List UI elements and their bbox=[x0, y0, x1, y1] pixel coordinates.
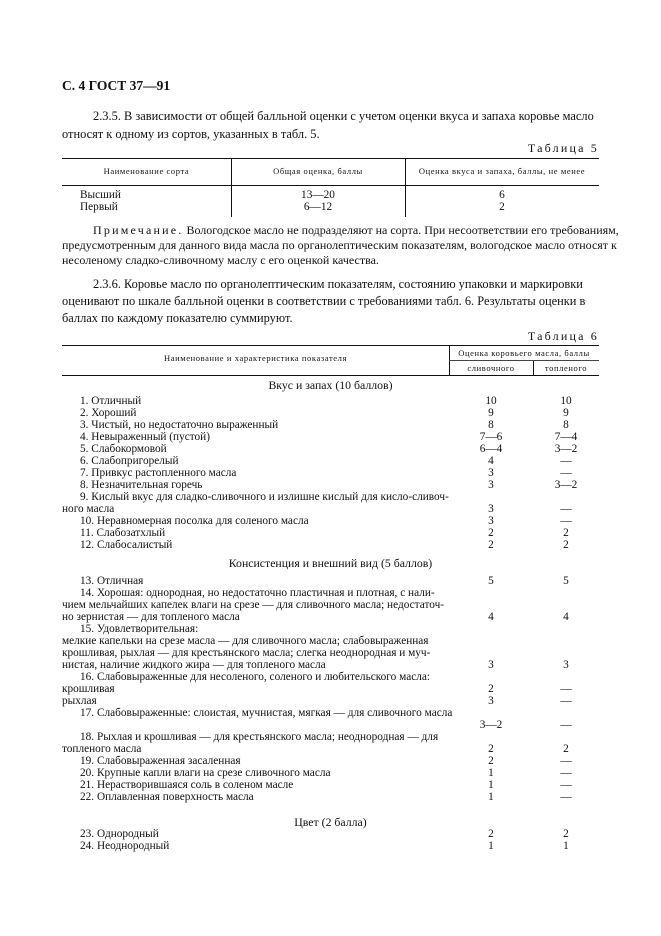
table6-row-cream-score: 9 bbox=[488, 407, 494, 419]
table6-row-melted-score: — bbox=[560, 503, 572, 515]
table6-row-melted-score: — bbox=[560, 467, 572, 479]
table5-row-taste: 6 bbox=[499, 189, 505, 201]
table6-row-cream-score: 2 bbox=[488, 683, 494, 695]
table5-header-total: Общая оценка, баллы bbox=[273, 166, 363, 176]
table6-row-melted-score: — bbox=[560, 455, 572, 467]
table6-row-label: 4. Невыраженный (пустой) bbox=[80, 431, 210, 443]
table6-row-cream-score: 3 bbox=[488, 695, 494, 707]
table6-row-label: 15. Удовлетворительная: bbox=[80, 623, 199, 635]
table6-row-melted-score: 8 bbox=[563, 419, 569, 431]
table6-row-melted-score: — bbox=[560, 695, 572, 707]
table6-row-melted-score: 3—2 bbox=[554, 479, 578, 491]
table6-row-melted-score: — bbox=[560, 791, 572, 803]
note-line3: несоленому сладко-сливочному маслу с его оценкой качества. bbox=[62, 253, 379, 267]
table6-row-cream-score: 3 bbox=[488, 503, 494, 515]
table6-row-label: 6. Слабопригорелый bbox=[80, 455, 179, 467]
table5-row-total: 6—12 bbox=[303, 201, 333, 213]
table6-subheader-rule bbox=[449, 360, 599, 361]
table5-header-name: Наименование сорта bbox=[103, 166, 190, 176]
table6-row-cream-score: 4 bbox=[488, 611, 494, 623]
table6-row-cream-score: 2 bbox=[488, 539, 494, 551]
table6-row-melted-score: — bbox=[560, 515, 572, 527]
table6-row-label: 3. Чистый, но недостаточно выраженный bbox=[80, 419, 279, 431]
table6-row-melted-score: 2 bbox=[563, 539, 569, 551]
table6-row-label: рыхлая bbox=[62, 695, 97, 707]
para-2-3-5-line2: относят к одному из сортов, указанных в табл. 5. bbox=[62, 127, 320, 141]
table6-row-label: 17. Слабовыраженные: слоистая, мучнистая, мягкая — для сливочного масла bbox=[80, 707, 453, 719]
table6-row-label: 24. Неоднородный bbox=[80, 840, 170, 852]
table6-section-title: Консистенция и внешний вид (5 баллов) bbox=[228, 556, 433, 570]
table6-header-score: Оценка коровьего масла, баллы bbox=[458, 348, 590, 358]
table5-header-taste: Оценка вкуса и запаха, баллы, не менее bbox=[418, 166, 586, 176]
table6-row-label: 20. Крупные капли влаги на срезе сливочного масла bbox=[80, 767, 331, 779]
table6-row-label: 7. Привкус растопленного масла bbox=[80, 467, 237, 479]
table5-header-rule bbox=[62, 185, 599, 186]
table6-row-label: 21. Нерастворившаяся соль в соленом масле bbox=[80, 779, 294, 791]
table6-section-title: Вкус и запах (10 баллов) bbox=[268, 378, 393, 392]
table5-row-name: Первый bbox=[80, 201, 118, 213]
table5-row-taste: 2 bbox=[499, 201, 505, 213]
table6-row-cream-score: 1 bbox=[488, 779, 494, 791]
table6-row-melted-score: 4 bbox=[563, 611, 569, 623]
table6-row-label: 11. Слабозатхлый bbox=[80, 527, 166, 539]
table6-caption: Таблица 6 bbox=[527, 329, 599, 343]
table6-header-name: Наименование и характеристика показателя bbox=[163, 353, 348, 363]
table6-row-melted-score: 2 bbox=[563, 527, 569, 539]
para-2-3-6-line3: баллах по каждому показателю суммируют. bbox=[62, 311, 293, 325]
table6-row-cream-score: 2 bbox=[488, 828, 494, 840]
page-header: С. 4 ГОСТ 37—91 bbox=[62, 78, 171, 93]
table6-row-cream-score: 6—4 bbox=[479, 443, 503, 455]
table6-top-rule bbox=[62, 345, 599, 346]
table6-row-label: крошливая bbox=[62, 683, 115, 695]
table6-row-cream-score: 4 bbox=[488, 455, 494, 467]
table6-row-melted-score: 10 bbox=[560, 395, 572, 407]
table6-row-label: крошливая, рыхлая — для крестьянского масла; слегка неоднородная и муч- bbox=[62, 647, 431, 659]
table5-row-total: 13—20 bbox=[301, 189, 335, 201]
para-2-3-6-line1: 2.3.6. Коровье масло по органолептическим показателям, состоянию упаковки и маркировки bbox=[93, 277, 583, 291]
table6-row-melted-score: 9 bbox=[563, 407, 569, 419]
table6-row-label: 12. Слабосалистый bbox=[80, 539, 173, 551]
table6-row-cream-score: 2 bbox=[488, 755, 494, 767]
table6-row-label: топленого масла bbox=[62, 743, 142, 755]
note-line2: предусмотренным для данного вида масла по органолептическим показателям, вологодское масло относят к bbox=[62, 238, 617, 252]
table6-row-cream-score: 5 bbox=[488, 575, 494, 587]
table6-row-melted-score: 3—2 bbox=[554, 443, 578, 455]
table5-top-rule bbox=[62, 158, 599, 159]
table6-row-label: нистая, наличие жидкого жира — для топленого масла bbox=[62, 659, 326, 671]
table6-row-melted-score: 3 bbox=[563, 659, 569, 671]
table6-row-melted-score: — bbox=[560, 755, 572, 767]
table6-row-label: 10. Неравномерная посолка для соленого масла bbox=[80, 515, 309, 527]
table6-header-rule bbox=[62, 375, 599, 376]
table6-row-label: 19. Слабовыраженная засаленная bbox=[80, 755, 241, 767]
table6-row-label: 23. Однородный bbox=[80, 828, 159, 840]
table6-row-cream-score: 2 bbox=[488, 527, 494, 539]
table6-row-cream-score: 8 bbox=[488, 419, 494, 431]
table6-row-melted-score: 7—4 bbox=[554, 431, 578, 443]
table6-row-melted-score: 2 bbox=[563, 828, 569, 840]
table6-row-cream-score: 1 bbox=[488, 791, 494, 803]
table6-row-cream-score: 3 bbox=[488, 467, 494, 479]
table6-row-cream-score: 3 bbox=[488, 659, 494, 671]
table6-row-label: 2. Хороший bbox=[80, 407, 137, 419]
table6-row-cream-score: 3 bbox=[488, 515, 494, 527]
table6-row-label: 1. Отличный bbox=[80, 395, 142, 407]
note-line1-text: Вологодское масло не подразделяют на сорта. При несоответствии его требованиям, bbox=[186, 223, 619, 237]
table6-row-melted-score: — bbox=[560, 767, 572, 779]
table6-row-cream-score: 1 bbox=[488, 840, 494, 852]
table6-row-label: 16. Слабовыраженные для несоленого, соленого и любительского масла: bbox=[80, 671, 431, 683]
table6-row-label: мелкие капельки на срезе масла — для сливочного масла; слабовыраженная bbox=[62, 635, 429, 647]
para-2-3-5-line1: 2.3.5. В зависимости от общей балльной оценки с учетом оценки вкуса и запаха коровье масло bbox=[93, 109, 594, 123]
table6-section-title: Цвет (2 балла) bbox=[294, 815, 367, 829]
table6-row-melted-score: — bbox=[560, 719, 572, 731]
table6-header-melted: топленого bbox=[544, 363, 588, 373]
table6-row-melted-score: 5 bbox=[563, 575, 569, 587]
table5-caption: Таблица 5 bbox=[527, 141, 599, 155]
table6-row-melted-score: — bbox=[560, 779, 572, 791]
table6-row-label: 18. Рыхлая и крошливая — для крестьянского масла; неоднородная — для bbox=[80, 731, 439, 743]
table6-row-cream-score: 2 bbox=[488, 743, 494, 755]
table6-row-label: чием мельчайших капелек влаги на срезе — для сливочного масла; недостаточ- bbox=[62, 599, 445, 611]
table6-row-cream-score: 1 bbox=[488, 767, 494, 779]
table6-row-label: 13. Отличная bbox=[80, 575, 144, 587]
table6-row-cream-score: 7—6 bbox=[479, 431, 503, 443]
table6-row-cream-score: 3 bbox=[488, 479, 494, 491]
table6-row-label: 8. Незначительная горечь bbox=[80, 479, 203, 491]
para-2-3-6-line2: оценивают по шкале балльной оценки в соответствии с требованиями табл. 6. Результаты оценки в bbox=[62, 294, 586, 308]
table6-row-cream-score: 3—2 bbox=[479, 719, 503, 731]
table6-row-melted-score: 1 bbox=[563, 840, 569, 852]
table6-row-label: 5. Слабокормовой bbox=[80, 443, 167, 455]
table6-row-label: но зернистая — для топленого масла bbox=[62, 611, 240, 623]
table6-row-cream-score: 10 bbox=[485, 395, 497, 407]
table6-row-label: 22. Оплавленная поверхность масла bbox=[80, 791, 254, 803]
table6-header-cream: сливочного bbox=[467, 363, 515, 373]
table6-row-melted-score: — bbox=[560, 683, 572, 695]
table6-row-label: 14. Хорошая: однородная, но недостаточно пластичная и плотная, с нали- bbox=[80, 587, 435, 599]
table6-row-label: ного масла bbox=[62, 503, 115, 515]
table6-row-melted-score: 2 bbox=[563, 743, 569, 755]
note-label: Примечание. bbox=[93, 223, 184, 237]
table6-row-label: 9. Кислый вкус для сладко-сливочного и излишне кислый для кисло-сливоч- bbox=[80, 491, 449, 503]
table5-row-name: Высший bbox=[80, 189, 121, 201]
